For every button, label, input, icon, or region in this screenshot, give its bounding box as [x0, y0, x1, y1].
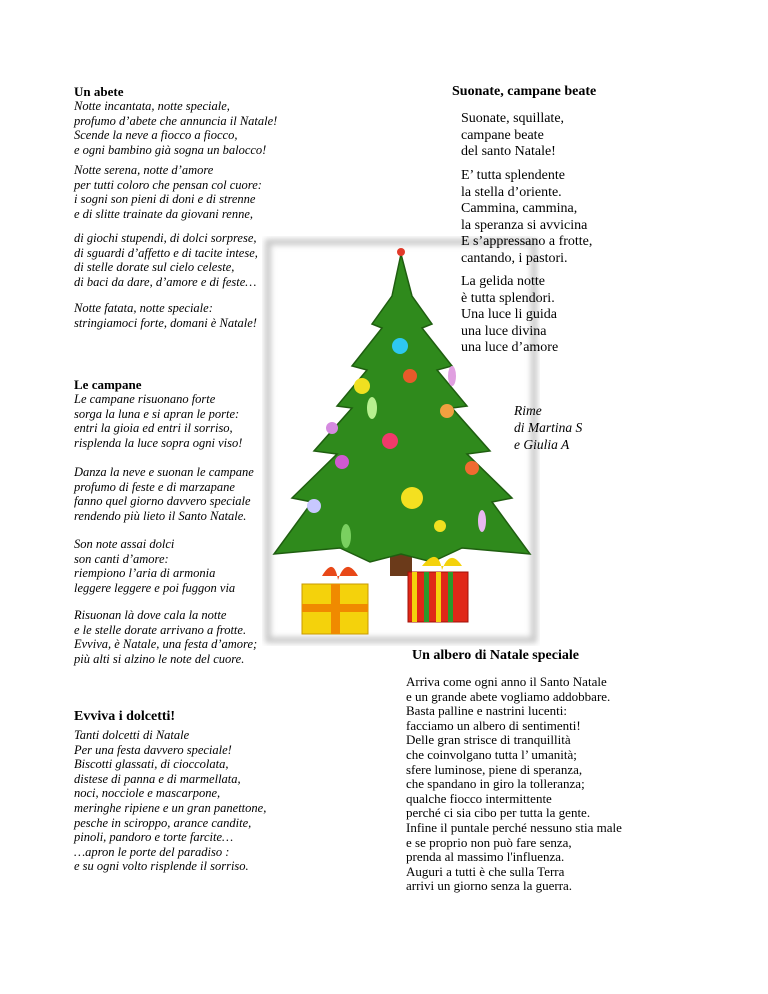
poem-stanza: [74, 728, 266, 874]
poem-line: per tutti coloro che pensan col cuore:: [74, 177, 262, 192]
poem-line: prenda al massimo l'influenza.: [406, 849, 565, 865]
credits-line: e Giulia A: [514, 437, 570, 452]
poem-un-abete: [74, 84, 277, 330]
poem-title: Suonate, campane beate: [452, 84, 597, 99]
poem-stanza: [74, 99, 277, 163]
poem-line: entri la gioia ed entri il sorriso,: [74, 421, 233, 436]
poem-line: del santo Natale!: [461, 144, 556, 159]
poem-line: Notte incantata, notte speciale,: [74, 99, 230, 113]
poem-line: Per una festa davvero speciale!: [74, 742, 232, 757]
poem-title-albero: [412, 648, 579, 664]
poem-line: pinoli, pandoro e torte farcite…: [74, 830, 234, 845]
poem-stanza: [461, 274, 592, 357]
poem-line: Auguri a tutti è che sulla Terra: [406, 863, 565, 879]
poem-evviva-i-dolcetti: [74, 709, 266, 874]
poem-title: Le campane: [74, 377, 142, 392]
poem-line: leggere leggere e poi fuggon via: [74, 580, 236, 595]
poem-line: sorga la luna e si apran le porte:: [74, 406, 240, 421]
poem-line: Suonate, squillate,: [461, 111, 565, 126]
poem-line: la speranza si avvicina: [461, 217, 588, 233]
poem-line: La gelida notte: [461, 274, 545, 289]
poem-line: campane beate: [461, 127, 544, 143]
poem-line: e le stelle dorate arrivano a frotte.: [74, 622, 247, 637]
poem-stanza: [74, 301, 277, 330]
poem-line: Notte serena, notte d’amore: [74, 163, 214, 177]
poem-line: stringiamoci forte, domani è Natale!: [74, 315, 257, 330]
poem-line: Cammina, cammina,: [461, 201, 578, 216]
poem-line: più alti si alzino le note del cuore.: [74, 651, 245, 666]
poem-stanza: [461, 168, 592, 274]
poem-line: Scende la neve a fiocco a fiocco,: [74, 128, 238, 143]
poem-line: son canti d’amore:: [74, 551, 169, 566]
poem-line: Le campane risuonano forte: [74, 392, 216, 406]
poem-title: Un albero di Natale speciale: [412, 648, 579, 663]
poem-line: rendendo più lieto il Santo Natale.: [74, 508, 247, 523]
poem-line: Biscotti glassati, di cioccolata,: [74, 757, 229, 772]
poem-line: e ogni bambino già sogna un balocco!: [74, 142, 267, 157]
poem-line: meringhe ripiene e un gran panettone,: [74, 800, 267, 815]
poem-line: …apron le porte del paradiso :: [74, 844, 230, 859]
poem-line: profumo d’abete che annuncia il Natale!: [74, 113, 278, 128]
poem-line: di stelle dorate sul cielo celeste,: [74, 260, 235, 275]
poem-line: che spandano in giro la tolleranza;: [406, 776, 585, 792]
poem-line: e se proprio non può fare senza,: [406, 834, 572, 850]
poem-line: Notte fatata, notte speciale:: [74, 301, 213, 315]
poem-suonate-campane-beate: [461, 111, 592, 357]
poem-line: Risuonan là dove cala la notte: [74, 608, 227, 622]
credits-line: Rime: [514, 403, 542, 418]
poem-line: Una luce li guida: [461, 307, 558, 322]
poem-line: Son note assai dolci: [74, 537, 175, 551]
poem-line: qualche fiocco intermittente: [406, 790, 552, 806]
poem-line: Infine il puntale perché nessuno stia male: [406, 819, 622, 835]
poem-line: la stella d’oriente.: [461, 184, 562, 200]
poem-line: arrivi un giorno senza la guerra.: [406, 878, 573, 894]
poem-stanza: [74, 231, 277, 301]
poem-stanza: [74, 465, 257, 537]
poem-line: Danza la neve e suonan le campane: [74, 465, 254, 479]
poem-line: distese di panna e di marmellata,: [74, 771, 241, 786]
poem-line: Arriva come ogni anno il Santo Natale: [406, 674, 607, 689]
poem-line: che coinvolgano tutta l’ umanità;: [406, 746, 577, 762]
poem-line: sfere luminose, piene di speranza,: [406, 761, 583, 777]
poem-line: Delle gran strisce di tranquillità: [406, 732, 571, 748]
poem-line: profumo di feste e di marzapane: [74, 479, 235, 494]
poem-line: Tanti dolcetti di Natale: [74, 728, 190, 742]
poem-line: fanno quel giorno davvero speciale: [74, 494, 251, 509]
poem-stanza: [74, 537, 257, 608]
poem-line: perché ci sia cibo per tutta la gente.: [406, 805, 591, 821]
poem-stanza: [74, 163, 277, 231]
poem-stanza: [74, 392, 257, 465]
poem-line: pesche in sciroppo, arance candite,: [74, 815, 252, 830]
poem-line: i sogni son pieni di doni e di strenne: [74, 192, 256, 207]
poem-line: e di slitte trainate da giovani renne,: [74, 206, 254, 221]
poem-line: cantando, i pastori.: [461, 250, 568, 266]
poem-line: E’ tutta splendente: [461, 168, 565, 183]
poem-line: Basta palline e nastrini lucenti:: [406, 703, 568, 719]
poem-stanza: [74, 608, 257, 666]
poem-stanza: [461, 111, 592, 168]
poem-line: E s’appressano a frotte,: [461, 234, 593, 249]
poem-line: è tutta splendori.: [461, 290, 555, 306]
poem-line: di giochi stupendi, di dolci sorprese,: [74, 231, 257, 245]
credits-line: di Martina S: [514, 420, 583, 435]
poem-le-campane: [74, 377, 257, 666]
poem-line: risplenda la luce sopra ogni viso!: [74, 435, 243, 450]
poem-un-albero-di-natale-speciale: [406, 675, 622, 894]
poem-line: e su ogni volto risplende il sorriso.: [74, 859, 249, 874]
poem-title: Evviva i dolcetti!: [74, 709, 176, 724]
poem-line: di sguardi d’affetto e di tacite intese,: [74, 245, 258, 260]
poem-line: noci, nocciole e mascarpone,: [74, 786, 221, 801]
poem-line: di baci da dare, d’amore e di feste…: [74, 274, 257, 289]
poem-line: riempiono l’aria di armonia: [74, 566, 216, 581]
poem-line: facciamo un albero di sentimenti!: [406, 717, 581, 733]
poem-line: una luce divina: [461, 323, 547, 339]
credits: [514, 402, 582, 453]
poem-title-suonate: [452, 84, 596, 100]
poem-title: Un abete: [74, 84, 124, 99]
poem-line: e un grande abete vogliamo addobbare.: [406, 688, 611, 704]
poem-line: una luce d’amore: [461, 340, 559, 355]
poem-line: Evviva, è Natale, una festa d’amore;: [74, 637, 258, 652]
